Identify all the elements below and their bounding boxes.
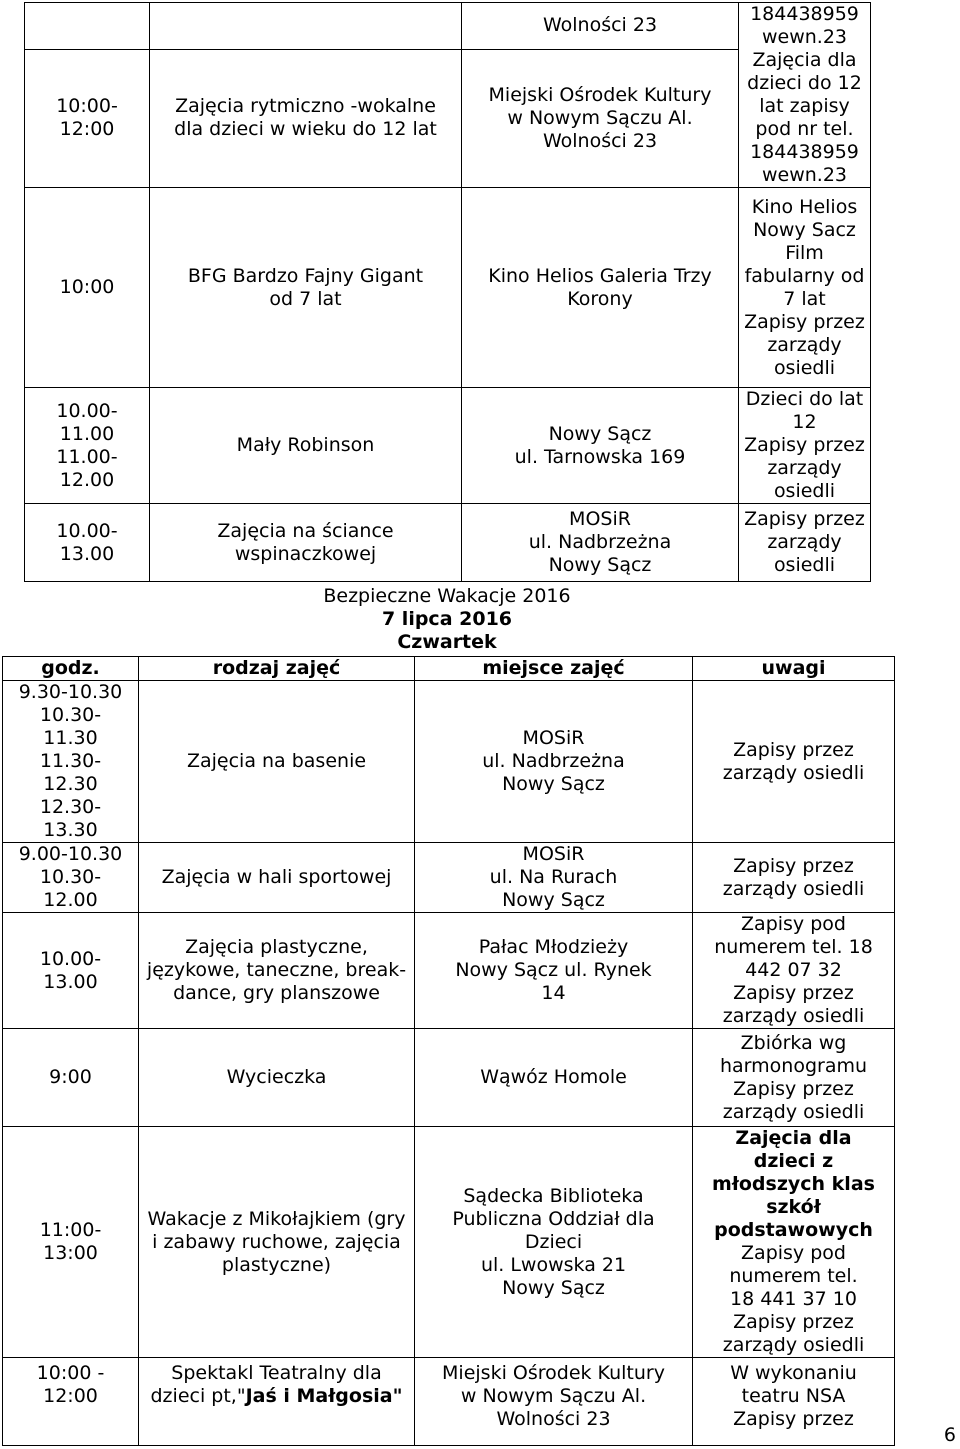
notes-line: Zapisy pod [741, 913, 846, 935]
time-cell [25, 188, 150, 388]
activity-cell [150, 188, 462, 388]
notes-line: numerem tel. 18 [714, 936, 873, 958]
notes-cell [693, 843, 895, 913]
activity-line: Zajęcia plastyczne, [185, 936, 368, 958]
notes-line: zarządy osiedli [722, 1100, 865, 1123]
notes-line: Zapisy przez [733, 982, 854, 1004]
notes-line-bold: szkół [766, 1196, 821, 1218]
notes-line: osiedli [773, 554, 836, 576]
time-cell [3, 1127, 139, 1358]
activity-cell [139, 681, 415, 843]
notes-line: zarządy [767, 333, 842, 356]
place-cell [462, 49, 739, 187]
notes-cell [739, 388, 871, 504]
time-cell [3, 681, 139, 843]
place-cell [415, 1127, 693, 1358]
activity-line: od 7 lat [269, 287, 342, 310]
place-line: Nowy Sącz [548, 554, 652, 576]
activity-line: Wycieczka [226, 1066, 327, 1088]
place-line: Wolności 23 [542, 129, 658, 152]
notes-line: 7 lat [783, 287, 826, 310]
place-line: ul. Tarnowska 169 [514, 445, 686, 468]
time-line: 11.00- [56, 445, 118, 468]
activity-cell [139, 843, 415, 913]
place-line: Wolności 23 [496, 1408, 611, 1430]
place-cell [415, 1358, 693, 1446]
place-line: Nowy Sącz [502, 1276, 605, 1299]
time-line: 12.30- [39, 796, 102, 818]
time-line: 9.00-10.30 [18, 843, 123, 865]
time-cell [25, 388, 150, 504]
place-line: Miejski Ośrodek Kultury [488, 83, 712, 106]
activity-cell [139, 1029, 415, 1127]
place-cell [415, 681, 693, 843]
column-header: uwagi [693, 657, 895, 681]
time-line: 10.00- [56, 519, 118, 542]
time-cell [25, 49, 150, 187]
column-header: miejsce zajęć [415, 657, 693, 681]
place-cell [415, 843, 693, 913]
table-cell [25, 3, 150, 50]
time-line: 10.30- [39, 866, 102, 888]
notes-line-bold: Zajęcia dla [735, 1127, 852, 1149]
notes-line: Zapisy przez [733, 854, 854, 877]
notes-cell [693, 1358, 895, 1446]
notes-cell [739, 188, 871, 388]
table-row [3, 913, 895, 1029]
time-line: 12.00 [59, 468, 115, 491]
notes-line: 442 07 32 [745, 959, 842, 981]
notes-line: harmonogramu [719, 1054, 868, 1077]
place-line: Korony [567, 287, 633, 310]
notes-line-bold: dzieci z [753, 1150, 834, 1172]
time-line: 10:00 - [36, 1362, 105, 1384]
time-line: 13:00 [43, 1242, 98, 1264]
notes-line: Zapisy przez [744, 434, 865, 456]
page-number: 6 [943, 1424, 956, 1446]
time-cell [25, 504, 150, 582]
notes-line: wewn.23 [761, 26, 848, 48]
notes-line: zarządy [767, 531, 842, 553]
notes-line: Zapisy pod [741, 1242, 846, 1264]
play-title: Jaś i Małgosia" [245, 1385, 403, 1407]
place-line: Kino Helios Galeria Trzy [488, 264, 712, 287]
activity-line: Mały Robinson [236, 434, 375, 456]
place-line: ul. Nadbrzeżna [482, 750, 625, 772]
notes-line: Zapisy przez [744, 310, 865, 333]
notes-line: zarządy osiedli [722, 761, 865, 784]
activity-line: dla dzieci w wieku do 12 lat [174, 118, 437, 141]
notes-cell [693, 1127, 895, 1358]
time-cell [3, 1029, 139, 1127]
activity-cell [139, 1127, 415, 1358]
notes-line-bold: podstawowych [714, 1219, 873, 1241]
notes-line-bold: młodszych klas [712, 1173, 875, 1195]
column-header: rodzaj zajęć [139, 657, 415, 681]
place-line: w Nowym Sączu Al. [460, 1385, 647, 1407]
place-cell [462, 504, 739, 582]
activity-line: Zajęcia na basenie [186, 750, 367, 772]
place-cell [415, 913, 693, 1029]
time-line: 10.00- [56, 399, 118, 422]
place-cell [462, 3, 739, 50]
time-line: 10:00 [59, 276, 115, 298]
notes-line: Zapisy przez [733, 1408, 854, 1430]
place-line: Miejski Ośrodek Kultury [442, 1362, 665, 1384]
notes-line: wewn.23 [761, 164, 848, 186]
activity-line: wspinaczkowej [234, 542, 377, 565]
notes-line: osiedli [773, 480, 836, 502]
table-row [3, 681, 895, 843]
activity-line: plastyczne) [221, 1253, 332, 1276]
time-cell [3, 913, 139, 1029]
table-row [3, 1358, 895, 1446]
place-line: Sądecka Biblioteka [463, 1184, 644, 1207]
notes-line: lat zapisy [759, 95, 850, 117]
notes-line: pod nr tel. [755, 118, 854, 140]
place-line: ul. Na Rurach [489, 866, 618, 888]
time-line: 12.30 [43, 773, 98, 795]
notes-line: Zapisy przez [733, 1311, 854, 1333]
activity-line: Zajęcia rytmiczno -wokalne [175, 95, 436, 118]
notes-line: 184438959 [750, 141, 859, 163]
notes-cell [693, 1029, 895, 1127]
place-cell [462, 388, 739, 504]
activity-line [141, 1385, 412, 1408]
place-line: ul. Nadbrzeżna [528, 531, 672, 553]
time-line: 11.30 [43, 727, 98, 749]
activity-cell [150, 504, 462, 582]
notes-line: Zapisy przez [733, 738, 854, 761]
date-heading: 7 lipca 2016 [381, 608, 513, 630]
notes-line: 12 [792, 411, 817, 433]
table-row [3, 1127, 895, 1358]
notes-line: Zbiórka wg [740, 1031, 847, 1054]
schedule-table [2, 656, 895, 1446]
notes-line: Zapisy przez [733, 1077, 854, 1100]
notes-line: Nowy Sacz [753, 218, 856, 241]
notes-line: W wykonaniu [730, 1362, 857, 1384]
place-line: MOSiR [522, 727, 585, 749]
place-line: Dzieci [524, 1230, 583, 1253]
activity-line: dance, gry planszowe [173, 982, 380, 1004]
notes-line: 18 441 37 10 [730, 1288, 857, 1310]
notes-cell [739, 3, 871, 188]
activity-cell [150, 388, 462, 504]
schedule-table-continued [24, 2, 871, 582]
time-line: 12:00 [43, 1385, 98, 1407]
time-line: 12:00 [59, 118, 115, 141]
notes-line: Zapisy przez [744, 508, 865, 530]
place-line: Wolności 23 [542, 14, 658, 37]
time-cell [3, 1358, 139, 1446]
activity-cell [150, 49, 462, 187]
activity-line: Wakacje z Mikołajkiem (gry [147, 1207, 406, 1230]
time-line: 13.30 [43, 819, 98, 841]
time-line: 11.00 [59, 422, 115, 445]
activity-text: dzieci pt," [150, 1385, 246, 1407]
place-line: w Nowym Sączu Al. [507, 106, 693, 129]
place-line: Nowy Sącz [502, 773, 605, 795]
time-line: 10.30- [39, 704, 102, 726]
time-line: 10:00- [56, 95, 118, 118]
place-line: 14 [541, 982, 566, 1004]
place-line: Pałac Młodzieży [478, 936, 629, 958]
notes-line: Zajęcia dla [752, 49, 857, 71]
notes-cell [693, 913, 895, 1029]
time-line: 13.00 [59, 542, 115, 565]
time-cell [3, 843, 139, 913]
place-line: Nowy Sącz ul. Rynek [455, 959, 652, 981]
notes-cell [693, 681, 895, 843]
notes-line: Dzieci do lat [745, 388, 864, 410]
page-title: Bezpieczne Wakacje 2016 [323, 585, 571, 607]
activity-line: Zajęcia w hali sportowej [161, 866, 392, 888]
column-header: godz. [3, 657, 139, 681]
notes-line: Kino Helios [751, 195, 858, 218]
notes-line: zarządy osiedli [722, 877, 865, 900]
place-line: Wąwóz Homole [480, 1066, 627, 1088]
notes-line: dzieci do 12 [747, 72, 862, 94]
activity-line: Zajęcia na ściance [217, 519, 394, 542]
place-line: Publiczna Oddział dla [452, 1207, 655, 1230]
notes-line: teatru NSA [741, 1385, 846, 1407]
time-line: 10.00- [39, 947, 102, 970]
place-line: Nowy Sącz [502, 889, 605, 911]
notes-line: zarządy osiedli [722, 1334, 865, 1356]
time-line: 12.00 [43, 889, 98, 911]
notes-line: zarządy osiedli [722, 1005, 865, 1027]
activity-cell [139, 913, 415, 1029]
place-line: MOSiR [569, 508, 631, 530]
notes-cell [739, 504, 871, 582]
activity-line: BFG Bardzo Fajny Gigant [187, 264, 424, 287]
day-heading: Czwartek [397, 631, 497, 653]
place-line: MOSiR [522, 843, 585, 865]
time-line: 9:00 [49, 1066, 92, 1088]
notes-line: 184438959 [750, 3, 859, 25]
time-line: 9.30-10.30 [18, 681, 123, 703]
table-header-row [3, 657, 895, 681]
notes-line: osiedli [773, 356, 836, 379]
table-cell [150, 3, 462, 50]
place-cell [462, 188, 739, 388]
time-line: 11.30- [39, 750, 102, 772]
time-line: 11:00- [39, 1219, 102, 1241]
activity-line: językowe, taneczne, break- [146, 959, 407, 981]
place-line: Nowy Sącz [548, 422, 652, 445]
time-line: 13.00 [43, 970, 98, 993]
place-cell [415, 1029, 693, 1127]
table-row [3, 1029, 895, 1127]
activity-line: Spektakl Teatralny dla [171, 1362, 382, 1384]
activity-cell [139, 1358, 415, 1446]
notes-line: fabularny od [744, 264, 865, 287]
notes-line: Film [785, 241, 824, 264]
notes-line: zarządy [767, 457, 842, 479]
table-row [3, 843, 895, 913]
place-line: ul. Lwowska 21 [480, 1253, 627, 1276]
activity-line: i zabawy ruchowe, zajęcia [152, 1230, 401, 1253]
notes-line: numerem tel. [729, 1265, 858, 1287]
